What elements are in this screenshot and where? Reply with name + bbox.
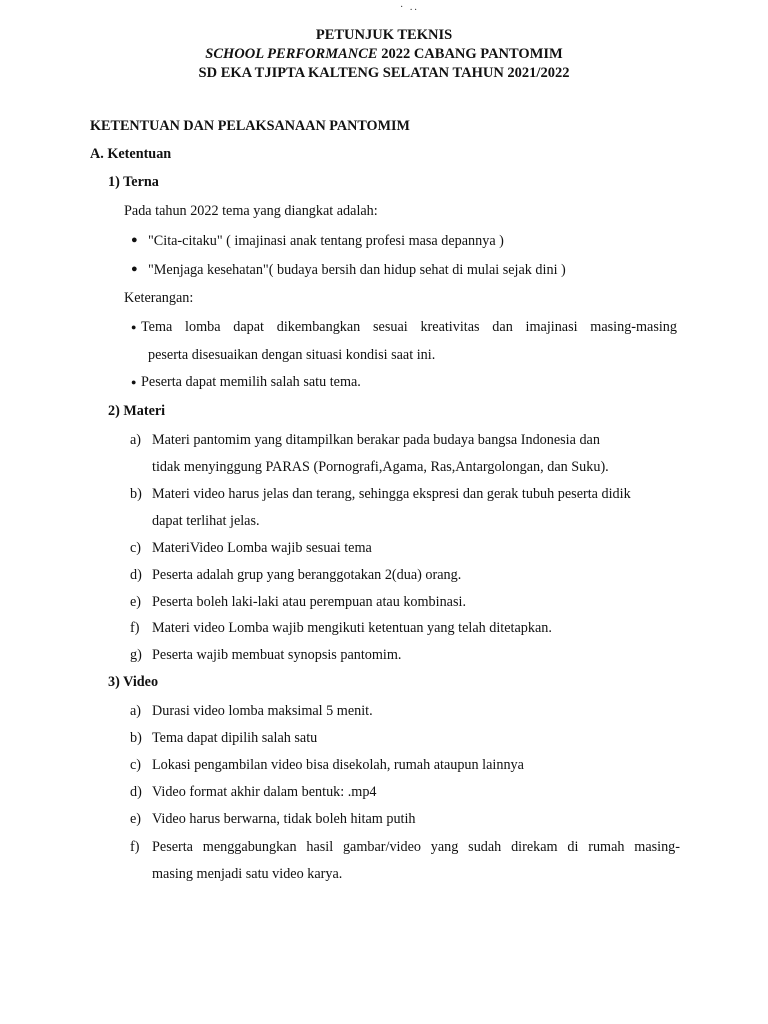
- header-italic: SCHOOL PERFORMANCE: [205, 46, 378, 62]
- sub1-bullet-1: "Cita-citaku" ( imajinasi anak tentang profesi masa depannya ): [148, 233, 504, 249]
- list-marker: e): [130, 811, 142, 827]
- list-marker: b): [130, 486, 142, 502]
- bullet-dot-icon: ●: [131, 263, 138, 275]
- sub3-item-b: Tema dapat dipilih salah satu: [152, 730, 318, 746]
- bullet-dot-icon: ●: [131, 377, 137, 387]
- part-a-heading: A. Ketentuan: [90, 146, 172, 162]
- sub2-item-c: MateriVideo Lomba wajib sesuai tema: [152, 540, 372, 556]
- header-line-3: SD EKA TJIPTA KALTENG SELATAN TAHUN 2021/2022: [198, 65, 570, 81]
- sub1-note-1-line-2: peserta disesuaikan dengan situasi kondisi saat ini.: [148, 347, 436, 363]
- list-marker: c): [130, 757, 142, 773]
- list-marker: b): [130, 730, 142, 746]
- document-header: [0, 26, 768, 83]
- sub1-intro: Pada tahun 2022 tema yang diangkat adalah:: [124, 203, 378, 219]
- sub3-item-a: Durasi video lomba maksimal 5 menit.: [152, 703, 373, 719]
- bullet-dot-icon: ●: [131, 234, 138, 246]
- sub3-heading: 3) Video: [108, 674, 159, 690]
- header-line-2: [0, 45, 768, 64]
- list-marker: g): [130, 647, 142, 663]
- sub3-item-f-line-2: masing menjadi satu video karya.: [152, 866, 343, 882]
- sub3-item-e: Video harus berwarna, tidak boleh hitam putih: [152, 811, 416, 827]
- sub3-item-d: Video format akhir dalam bentuk: .mp4: [152, 784, 377, 800]
- list-marker: d): [130, 567, 142, 583]
- sub1-note-2: Peserta dapat memilih salah satu tema.: [141, 374, 361, 390]
- list-marker: a): [130, 703, 142, 719]
- sub1-keterangan: Keterangan:: [124, 290, 194, 306]
- sub2-item-d: Peserta adalah grup yang beranggotakan 2(dua) orang.: [152, 567, 462, 583]
- list-marker: e): [130, 594, 142, 610]
- sub2-item-b-line-2: dapat terlihat jelas.: [152, 513, 260, 529]
- sub2-item-a-line-2: tidak menyinggung PARAS (Pornografi,Agama, Ras,Antargolongan, dan Suku).: [152, 459, 609, 475]
- sub2-item-e: Peserta boleh laki-laki atau perempuan atau kombinasi.: [152, 594, 466, 610]
- sub2-item-b-line-1: Materi video harus jelas dan terang, sehingga ekspresi dan gerak tubuh peserta didik: [152, 486, 631, 502]
- sub1-heading: 1) Terna: [108, 174, 159, 190]
- section-title: KETENTUAN DAN PELAKSANAAN PANTOMIM: [90, 118, 410, 134]
- top-mark: · ..: [400, 2, 419, 13]
- list-marker: a): [130, 432, 142, 448]
- sub3-item-c: Lokasi pengambilan video bisa disekolah, rumah ataupun lainnya: [152, 757, 524, 773]
- sub2-item-a-line-1: Materi pantomim yang ditampilkan berakar pada budaya bangsa Indonesia dan: [152, 432, 600, 448]
- list-marker: f): [130, 839, 140, 855]
- sub2-item-f: Materi video Lomba wajib mengikuti ketentuan yang telah ditetapkan.: [152, 620, 552, 636]
- sub1-bullet-2: "Menjaga kesehatan"( budaya bersih dan hidup sehat di mulai sejak dini ): [148, 262, 566, 278]
- header-line-1: PETUNJUK TEKNIS: [315, 27, 453, 43]
- list-marker: c): [130, 540, 142, 556]
- sub3-item-f-line-1: Peserta menggabungkan hasil gambar/video yang sudah direkam di rumah masing-: [152, 839, 680, 855]
- sub2-item-g: Peserta wajib membuat synopsis pantomim.: [152, 647, 402, 663]
- sub1-note-1-line-1: Tema lomba dapat dikembangkan sesuai kreativitas dan imajinasi masing-masing: [141, 319, 677, 335]
- header-rest: 2022 CABANG PANTOMIM: [377, 46, 563, 62]
- list-marker: f): [130, 620, 140, 636]
- sub2-heading: 2) Materi: [108, 403, 166, 419]
- bullet-dot-icon: ●: [131, 322, 137, 332]
- list-marker: d): [130, 784, 142, 800]
